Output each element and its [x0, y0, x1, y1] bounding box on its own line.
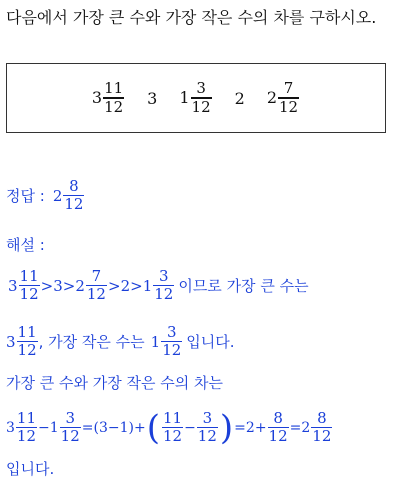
paren-expression: (3−1): [93, 419, 134, 436]
number-5: [267, 80, 300, 115]
fraction: [60, 410, 81, 445]
equals-sign: =: [81, 419, 94, 436]
fraction: [311, 410, 332, 445]
whole: 3: [53, 276, 63, 295]
number-1-fraction: [103, 80, 124, 115]
explanation-line-5: 입니다.: [6, 460, 55, 478]
suffix-text: 이므로 가장 큰 수는: [178, 277, 309, 296]
explanation-line-1: [8, 268, 309, 303]
whole: 1: [49, 419, 59, 436]
mid-text: , 가장 작은 수는: [38, 333, 145, 352]
explanation-line-4: [6, 407, 333, 448]
numerator: 3: [202, 409, 213, 427]
explanation-line-3: 가장 큰 수와 가장 작은 수의 차는: [6, 374, 223, 392]
whole: 3: [6, 332, 16, 351]
answer-denominator: 12: [64, 195, 84, 214]
number-5-denominator: 12: [279, 97, 299, 116]
numerator: 3: [159, 267, 169, 285]
answer-label: 정답 :: [6, 187, 45, 206]
fraction: [161, 324, 182, 359]
whole: 3: [6, 419, 15, 436]
left-paren: (: [146, 407, 160, 448]
right-paren: ): [219, 407, 234, 448]
number-5-whole: 2: [266, 88, 278, 108]
number-5-numerator: 7: [283, 79, 294, 98]
fraction: [19, 268, 40, 303]
greater-than: >: [40, 276, 54, 295]
whole: 2: [245, 419, 255, 436]
number-1-denominator: 12: [104, 97, 124, 116]
whole: 2: [75, 276, 85, 295]
equals-sign: =: [289, 419, 302, 436]
fraction: [197, 410, 218, 445]
answer-fraction: [63, 178, 84, 213]
numerator: 8: [273, 409, 283, 427]
greater-than: >: [107, 276, 121, 295]
numerator: 11: [16, 409, 37, 427]
number-4: 2: [234, 88, 245, 108]
answer-whole: 2: [52, 186, 63, 205]
minus-sign: −: [184, 419, 196, 436]
number-1-whole: 3: [91, 88, 103, 108]
whole: 2: [301, 419, 311, 436]
denominator: 12: [197, 427, 217, 446]
denominator: 12: [162, 427, 183, 446]
denominator: 12: [86, 285, 106, 304]
numerator: 11: [17, 323, 37, 341]
number-3-denominator: 12: [191, 97, 211, 116]
greater-than: >: [130, 276, 143, 295]
number-1-numerator: 11: [104, 79, 124, 98]
fraction: [268, 410, 289, 445]
plus-sign: +: [133, 419, 146, 436]
number-3-numerator: 3: [196, 79, 206, 98]
number-5-fraction: [278, 80, 299, 115]
denominator: 12: [268, 427, 288, 446]
whole: 1: [150, 332, 161, 351]
denominator: 12: [312, 427, 332, 446]
greater-than: >: [62, 276, 76, 295]
whole: 3: [8, 276, 18, 295]
numerator: 11: [19, 267, 39, 285]
question-text: 다음에서 가장 큰 수와 가장 작은 수의 차를 구하시오.: [6, 8, 377, 27]
numbers-box: [6, 63, 386, 133]
number-1: [92, 80, 125, 115]
numerator: 3: [166, 323, 177, 341]
fraction: [86, 268, 107, 303]
fraction: [17, 324, 38, 359]
denominator: 12: [60, 427, 80, 446]
whole: 2: [120, 276, 131, 295]
fraction: [16, 410, 37, 445]
denominator: 12: [154, 285, 174, 304]
number-3: [179, 80, 212, 115]
answer-line: [6, 178, 85, 213]
denominator: 12: [162, 341, 182, 360]
numerator: 8: [317, 409, 327, 427]
numerator: 3: [65, 409, 75, 427]
explanation-label: 해설 :: [6, 236, 45, 254]
numerator: 11: [162, 409, 183, 427]
denominator: 12: [19, 285, 39, 304]
numerator: 7: [91, 267, 102, 285]
denominator: 12: [16, 427, 37, 446]
minus-sign: −: [38, 419, 50, 436]
suffix-text: 입니다.: [186, 333, 235, 352]
denominator: 12: [17, 341, 37, 360]
fraction: [162, 410, 183, 445]
number-3-fraction: [191, 80, 212, 115]
equals-sign: =: [234, 419, 246, 436]
number-2: 3: [147, 88, 158, 108]
number-3-whole: 1: [179, 88, 190, 108]
fraction: [153, 268, 174, 303]
explanation-line-2: [6, 324, 235, 359]
answer-numerator: 8: [69, 177, 79, 195]
whole: 1: [142, 276, 153, 295]
plus-sign: +: [254, 419, 267, 436]
